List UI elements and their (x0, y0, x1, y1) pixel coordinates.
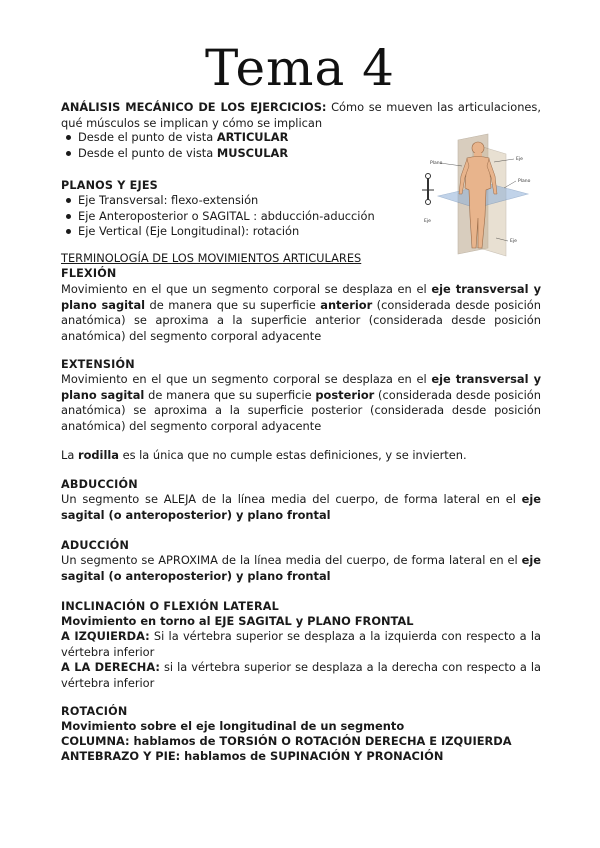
rotation-line-2: COLUMNA: hablamos de TORSIÓN O ROTACIÓN DERECHA E IZQUIERDA (61, 734, 512, 748)
adduction-paragraph: Un segmento se APROXIMA de la línea media del cuerpo, de forma lateral en el eje sagital (o anteroposterior) y plano frontal (61, 553, 541, 583)
terminology-heading: TERMINOLOGÍA DE LOS MOVIMIENTOS ARTICULARES (61, 251, 362, 265)
intro-paragraph (61, 100, 541, 131)
flexion-paragraph: Movimiento en el que un segmento corporal se desplaza en el eje transversal y plano sagital de manera que su superficie anterior (considerada desde posición anatómica) se aproxima a la superficie anterior (considerada desde posición anatómica) del segmento corporal adyacente (61, 282, 541, 343)
adduction-heading: ADUCCIÓN (61, 539, 130, 552)
abduction-paragraph: Un segmento se ALEJA de la línea media del cuerpo, de forma lateral en el eje sagital (o anteroposterior) y plano frontal (61, 492, 541, 522)
list-item: Desde el punto de vista ARTICULAR (61, 130, 391, 146)
intro-heading: ANÁLISIS MECÁNICO DE LOS EJERCICIOS: (61, 100, 327, 114)
svg-text:Eje: Eje (510, 239, 517, 244)
extension-heading: EXTENSIÓN (61, 358, 135, 371)
lateral-subheading: Movimiento en torno al EJE SAGITAL y PLANO FRONTAL (61, 614, 414, 628)
rotation-line-1: Movimiento sobre el eje longitudinal de un segmento (61, 719, 405, 733)
page-title: Tema 4 (205, 39, 395, 97)
knee-note: La rodilla es la única que no cumple estas definiciones, y se invierten. (61, 448, 467, 462)
anatomical-figure-icon (418, 130, 546, 258)
lateral-right-paragraph: A LA DERECHA: si la vértebra superior se desplaza a la derecha con respecto a la vértebra inferior (61, 660, 542, 690)
list-item: Eje Anteroposterior o SAGITAL : abducción-aducción (61, 209, 391, 225)
viewpoint-list (61, 130, 391, 161)
list-item: Eje Transversal: flexo-extensión (61, 193, 391, 209)
svg-text:Plano: Plano (518, 179, 531, 184)
list-item: Eje Vertical (Eje Longitudinal): rotación (61, 224, 391, 240)
svg-text:Eje: Eje (516, 157, 523, 162)
svg-text:Plano: Plano (430, 161, 443, 166)
lateral-heading: INCLINACIÓN O FLEXIÓN LATERAL (61, 600, 279, 613)
rotation-line-3: ANTEBRAZO Y PIE: hablamos de SUPINACIÓN Y PRONACIÓN (61, 749, 444, 763)
planes-heading: PLANOS Y EJES (61, 179, 158, 192)
anatomical-planes-figure (418, 130, 546, 258)
svg-text:Eje: Eje (424, 219, 431, 224)
list-item: Desde el punto de vista MUSCULAR (61, 146, 391, 162)
flexion-heading: FLEXIÓN (61, 267, 117, 280)
planes-list (61, 193, 391, 240)
extension-paragraph: Movimiento en el que un segmento corporal se desplaza en el eje transversal y plano sagital de manera que su superficie posterior (considerada desde posición anatómica) se aproxima a la superficie posterior (considerada desde posición anatómica) del segmento corporal adyacente (61, 372, 541, 433)
rotation-heading: ROTACIÓN (61, 705, 128, 718)
intro-text: Cómo se mueven las articulaciones, qué músculos se implican y cómo se implican (61, 100, 541, 130)
abduction-heading: ABDUCCIÓN (61, 478, 138, 491)
lateral-left-paragraph: A IZQUIERDA: Si la vértebra superior se desplaza a la izquierda con respecto a la vértebra inferior (61, 629, 541, 659)
